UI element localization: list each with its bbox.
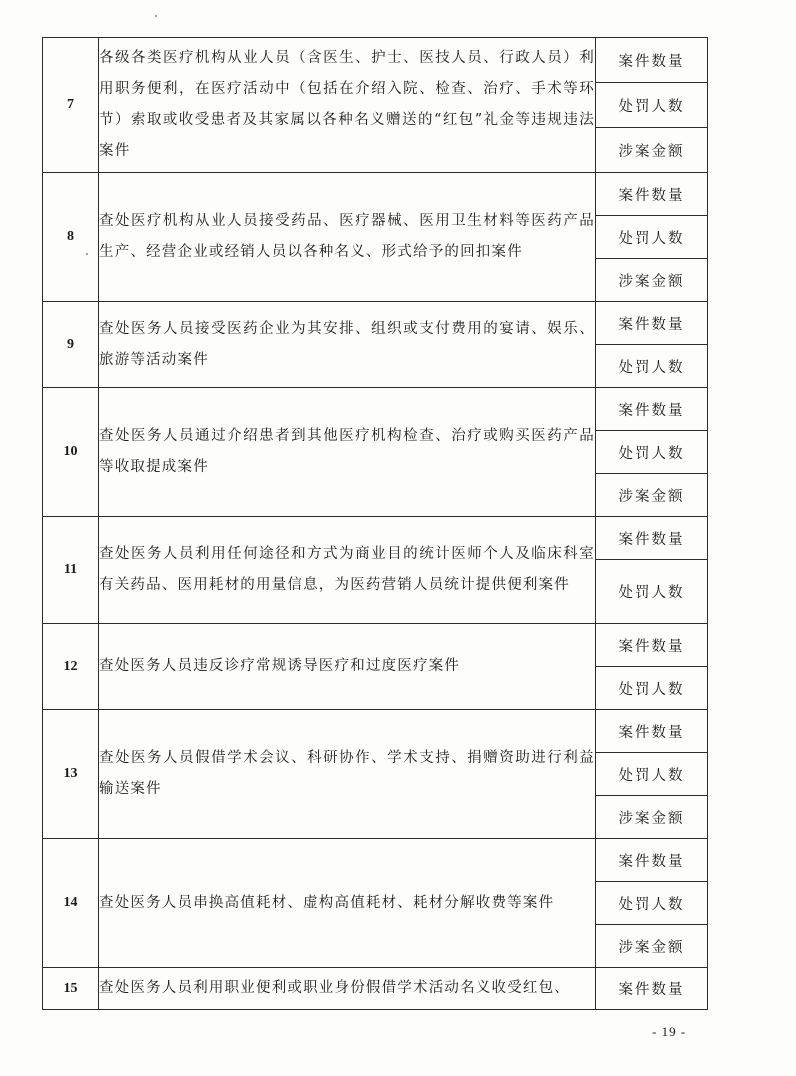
metric-label: 处罚人数 xyxy=(596,560,708,624)
table-row xyxy=(43,968,708,1010)
case-description: 查处医务人员利用职业便利或职业身份假借学术活动名义收受红包、 xyxy=(99,968,596,1010)
metric-label: 处罚人数 xyxy=(596,345,708,388)
metric-label: 涉案金额 xyxy=(596,796,708,839)
table-row xyxy=(43,388,708,431)
case-description: 查处医务人员违反诊疗常规诱导医疗和过度医疗案件 xyxy=(99,624,596,710)
scan-speck xyxy=(155,15,157,17)
row-number: 10 xyxy=(43,388,99,517)
row-number: 15 xyxy=(43,968,99,1010)
metric-label: 处罚人数 xyxy=(596,83,708,128)
metric-label: 案件数量 xyxy=(596,173,708,216)
metric-label: 涉案金额 xyxy=(596,259,708,302)
table-row xyxy=(43,38,708,83)
metric-label: 案件数量 xyxy=(596,710,708,753)
table-row xyxy=(43,173,708,216)
metric-label: 案件数量 xyxy=(596,839,708,882)
case-statistics-table xyxy=(42,37,708,1010)
metric-label: 涉案金额 xyxy=(596,474,708,517)
row-number: 11 xyxy=(43,517,99,624)
metric-label: 涉案金额 xyxy=(596,925,708,968)
table-row xyxy=(43,710,708,753)
case-description: 查处医务人员假借学术会议、科研协作、学术支持、捐赠资助进行利益输送案件 xyxy=(99,710,596,839)
metric-label: 案件数量 xyxy=(596,968,708,1010)
page-number: - 19 - xyxy=(652,1024,687,1039)
metric-label: 案件数量 xyxy=(596,38,708,83)
row-number: 9 xyxy=(43,302,99,388)
case-description: 各级各类医疗机构从业人员（含医生、护士、医技人员、行政人员）利用职务便利，在医疗活动中（包括在介绍入院、检查、治疗、手术等环节）索取或收受患者及其家属以各种名义赠送的“红包”礼金等违规违法案件 xyxy=(99,38,596,173)
case-description: 查处医务人员通过介绍患者到其他医疗机构检查、治疗或购买医药产品等收取提成案件 xyxy=(99,388,596,517)
metric-label: 案件数量 xyxy=(596,388,708,431)
case-description: 查处医务人员串换高值耗材、虚构高值耗材、耗材分解收费等案件 xyxy=(99,839,596,968)
row-number: 12 xyxy=(43,624,99,710)
case-description: 查处医务人员利用任何途径和方式为商业目的统计医师个人及临床科室有关药品、医用耗材的用量信息，为医药营销人员统计提供便利案件 xyxy=(99,517,596,624)
row-number: 14 xyxy=(43,839,99,968)
metric-label: 案件数量 xyxy=(596,624,708,667)
metric-label: 处罚人数 xyxy=(596,882,708,925)
table-row xyxy=(43,302,708,345)
row-number: 7 xyxy=(43,38,99,173)
metric-label: 案件数量 xyxy=(596,517,708,560)
metric-label: 处罚人数 xyxy=(596,216,708,259)
row-number: 13 xyxy=(43,710,99,839)
row-number: 8 xyxy=(43,173,99,302)
table-row xyxy=(43,624,708,667)
case-description: 查处医务人员接受医药企业为其安排、组织或支付费用的宴请、娱乐、旅游等活动案件 xyxy=(99,302,596,388)
metric-label: 处罚人数 xyxy=(596,431,708,474)
table-row xyxy=(43,839,708,882)
table-row xyxy=(43,517,708,560)
case-description: 查处医疗机构从业人员接受药品、医疗器械、医用卫生材料等医药产品生产、经营企业或经销人员以各种名义、形式给予的回扣案件 xyxy=(99,173,596,302)
metric-label: 处罚人数 xyxy=(596,667,708,710)
metric-label: 案件数量 xyxy=(596,302,708,345)
metric-label: 涉案金额 xyxy=(596,128,708,173)
metric-label: 处罚人数 xyxy=(596,753,708,796)
